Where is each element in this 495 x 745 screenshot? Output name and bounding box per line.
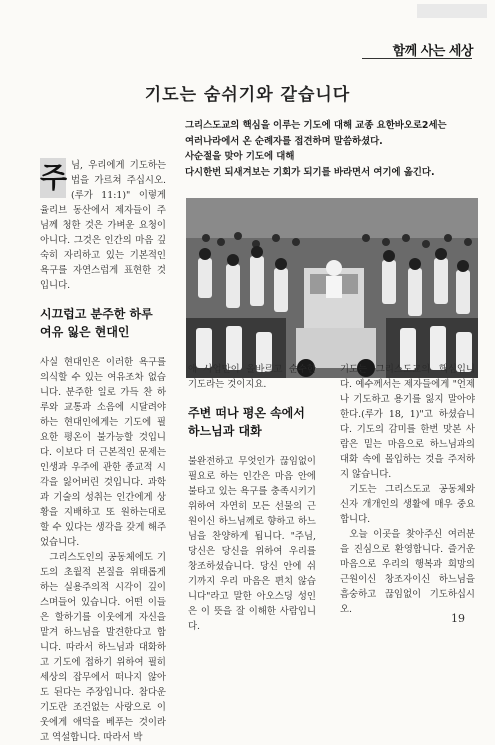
section-title: 함께 사는 세상: [392, 44, 473, 59]
opening-paragraph: [40, 158, 166, 293]
article-intro: [185, 118, 480, 180]
crowd-photo: [186, 198, 478, 378]
paragraph-text: 님, 우리에게 기도하는 법을 가르쳐 주십시오.(루가 11:1)" 이렇게 율리브 동산에서 제자들이 주님께 청한 것은 가벼운 요청이 아니다. 그것은 인간의 마음 깊숙히 자리하고 있는 기본적인 욕구를 자연스럽게 표현한 것입니다.: [40, 160, 166, 291]
text-column-1: [40, 158, 166, 745]
subheading: 시끄럽고 분주한 하루 여유 잃은 현대인: [40, 307, 153, 339]
paragraph: 오늘 이곳을 찾아주신 여러분을 진심으로 환영합니다. 즐거운 마음으로 우리의 행복과 희망의 근원이신 창조자이신 하느님을 흠숭하고 끊임없이 기도하십시오.: [340, 529, 475, 615]
intro-line: 사순절을 맞아 기도에 대해: [185, 151, 295, 162]
dropcap: 주: [40, 158, 66, 198]
paragraph: 기도는 그리스도교 공동체와 신자 개개인의 생활에 매우 중요합니다.: [340, 484, 475, 525]
intro-line: 다시한번 되새겨보는 기회가 되기를 바라면서 여기에 옮긴다.: [185, 166, 435, 178]
text-column-3: [340, 362, 475, 617]
subheading: 주변 떠나 평온 속에서 하느님과 대화: [188, 406, 305, 438]
crowd-photo-image: [186, 198, 478, 378]
article-title: 기도는 숨쉬기와 같습니다: [144, 85, 351, 105]
paragraph: 기도는 그리스도교의 핵심입니다. 예수께서는 제자들에게 "언제나 기도하고 용기를 잃지 말아야 한다.(루가 18, 1)"고 하셨습니다. 기도의 감미를 한번 맛본 사람은 밑는 마음으로 하느님과의 대화 속에 몰입하는 것을 주저하지 않습니다.: [340, 364, 475, 480]
paragraph: 그리스도인의 공동체에도 기도의 초월적 본질을 위태롭게 하는 실용주의적 시각이 깊이 스며들어 있습니다. 어떤 이들은 할하기를 이웃에게 자신을 맡겨 하느님을 발견한다고 합니다. 따라서 하느님과 대화하고 기도에 접하기 위하여 필히 세상의 잡무에서 떠나지 않아도 된다는 주장입니다. 참다운 기도란 조건없는 사랑으로 이웃에게 애덕을 베푸는 것이라고 역설합니다. 따라서 박: [40, 552, 166, 743]
section-divider: [362, 58, 472, 59]
paragraph: 사실 현대인은 이러한 욕구를 의식할 수 있는 여유조차 없습니다. 분주한 일로 가득 찬 하루와 교통과 소음에 시달려야 하는 현대인에게는 기도에 필요한 평온이 불가능할 것입니다. 이보다 더 근본적인 문제는 인생과 우주에 관한 종교적 시각을 잃어버린 것입니다. 과학과 기술의 성취는 인간에게 상황을 지배하고 또 원하는대로 할 수 있다는 생각을 갖게 해주었습니다.: [40, 357, 166, 548]
intro-line: 그리스도교의 핵심을 이루는 기도에 대해 교종 요한바오로2세는: [185, 120, 447, 131]
paragraph: 애 사업만이 올바르고 순수한 기도라는 것이지요.: [188, 364, 316, 390]
corner-tab: [417, 4, 487, 18]
page-number: 19: [451, 612, 465, 625]
text-column-2: [188, 362, 316, 634]
paragraph: 불완전하고 무엇인가 끊임없이 필요로 하는 인간은 마음 안에 불타고 있는 욕구를 충족시키기 위하여 자연히 모든 선물의 근원이신 하느님께로 향하고 하느님을 찬양하게 됩니다. "주님, 당신은 당신을 위하여 우리를 창조하셨습니다. 당신 안에 쉬기까지 우리 마음은 편치 않습니다"라고 말한 아오스딩 성인은 이 뜻을 잘 이해한 사람입니다.: [188, 456, 316, 632]
intro-line: 여러나라에서 온 순례자를 접견하며 말씀하셨다.: [185, 135, 383, 147]
